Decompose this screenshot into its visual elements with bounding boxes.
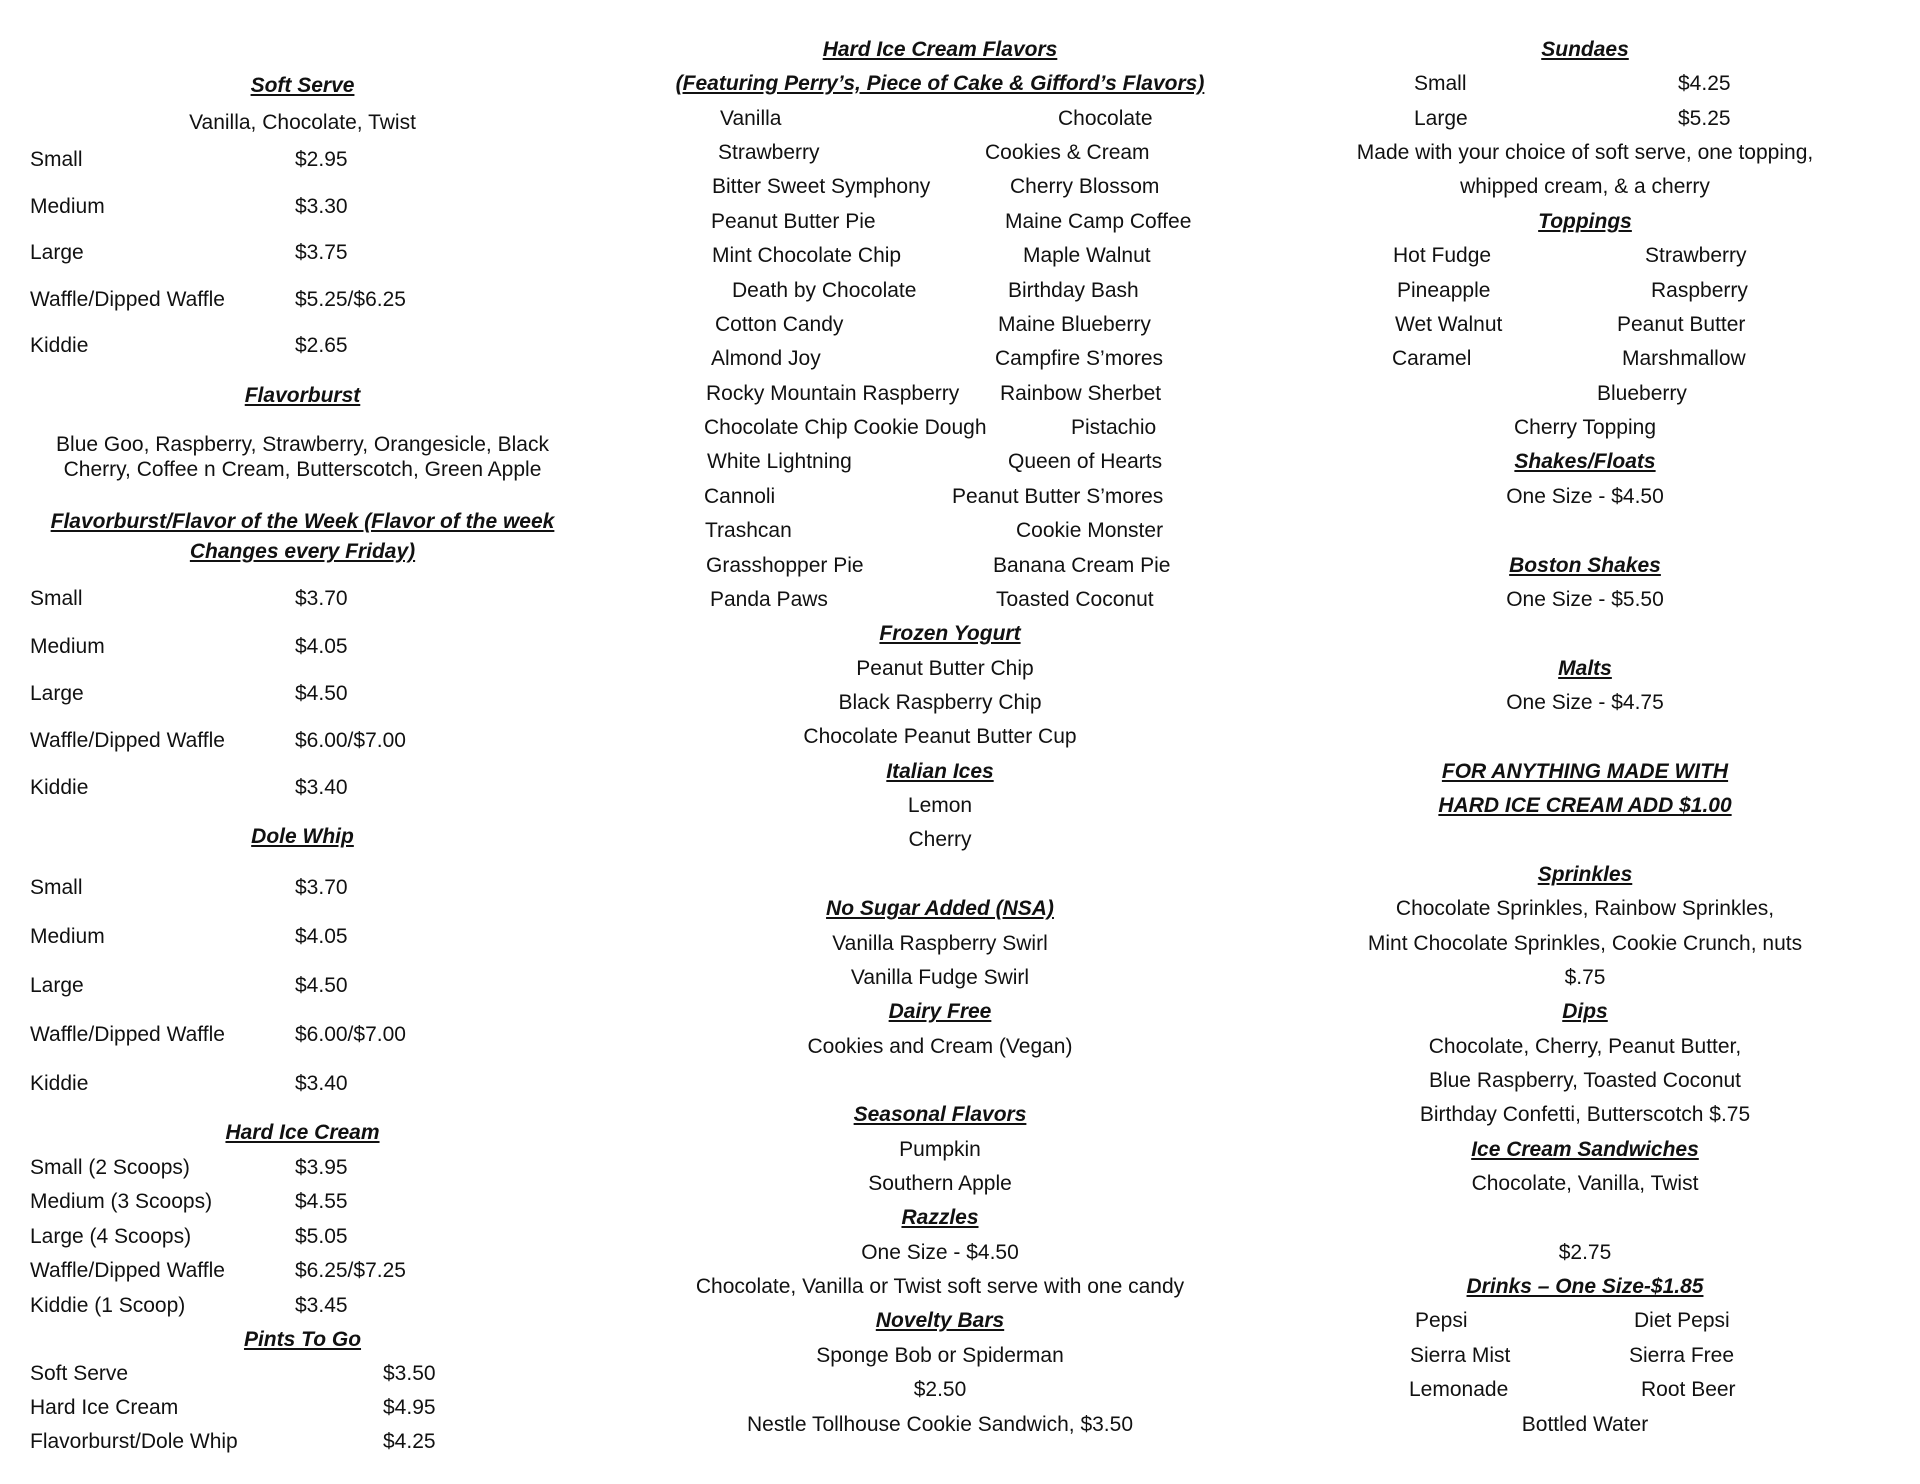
menu-item (30, 1357, 575, 1391)
flavor-name: Toasted Coconut (996, 588, 1154, 611)
sandwiches-heading: Ice Cream Sandwiches (1471, 1138, 1699, 1161)
italian-ice-flavor: Cherry (908, 828, 972, 851)
menu-item (1300, 102, 1870, 136)
novelty-price: $2.50 (913, 1378, 967, 1401)
menu-item (30, 1289, 575, 1323)
item-price: $4.95 (383, 1396, 436, 1419)
flavor-name: Mint Chocolate Chip (712, 244, 902, 267)
flavor-row (640, 377, 1240, 411)
hard-flavors-subheading: (Featuring Perry’s, Piece of Cake & Gifford’s Flavors) (675, 72, 1205, 95)
flavor-row (640, 308, 1240, 342)
item-name: Small (30, 587, 83, 610)
item-name: Kiddie (30, 1072, 89, 1095)
topping-row (1300, 239, 1870, 273)
hard-ice-cream-heading: Hard Ice Cream (225, 1121, 380, 1144)
topping-row (1300, 308, 1870, 342)
menu-item (30, 190, 575, 224)
sprinkles-line: Chocolate Sprinkles, Rainbow Sprinkles, (1395, 897, 1775, 920)
flavor-name: Maine Camp Coffee (1005, 210, 1192, 233)
topping-name: Blueberry (1597, 382, 1687, 405)
flavor-name: Cherry Blossom (1010, 175, 1160, 198)
item-price: $6.00/$7.00 (295, 1023, 406, 1046)
sundaes-heading: Sundaes (1541, 38, 1629, 61)
italian-ices-heading: Italian Ices (886, 760, 994, 783)
item-price: $2.65 (295, 334, 348, 357)
flavor-name: Almond Joy (711, 347, 821, 370)
flavor-name: Maple Walnut (1023, 244, 1151, 267)
sundae-description: whipped cream, & a cherry (1460, 175, 1710, 198)
dairy-free-flavor: Cookies and Cream (Vegan) (807, 1035, 1073, 1058)
dips-line: Birthday Confetti, Butterscotch $.75 (1419, 1103, 1751, 1126)
menu-item (30, 724, 575, 758)
sprinkles-price: $.75 (1564, 966, 1606, 989)
item-price: $3.70 (295, 876, 348, 899)
flavorburst-flavors: Blue Goo, Raspberry, Strawberry, Orangesicle, Black Cherry, Coffee n Cream, Butterscotch, Green Apple (56, 433, 549, 481)
toppings-heading: Toppings (1538, 210, 1632, 233)
flavor-row (640, 445, 1240, 479)
topping-row (1300, 342, 1870, 376)
topping-name: Pineapple (1397, 279, 1491, 302)
item-name: Large (30, 682, 84, 705)
menu-item (30, 630, 575, 664)
soft-serve-flavors: Vanilla, Chocolate, Twist (189, 111, 416, 134)
item-price: $6.00/$7.00 (295, 729, 406, 752)
flavor-name: White Lightning (707, 450, 852, 473)
flavor-name: Death by Chocolate (732, 279, 917, 302)
flavor-row (640, 274, 1240, 308)
malts-heading: Malts (1558, 657, 1612, 680)
drink-name: Sierra Mist (1410, 1344, 1511, 1367)
flavor-row (640, 583, 1240, 617)
topping-name: Cherry Topping (1513, 416, 1657, 439)
frozen-yogurt-heading: Frozen Yogurt (879, 622, 1021, 645)
drink-row (1300, 1373, 1870, 1407)
item-name: Kiddie (30, 334, 89, 357)
menu-item (30, 236, 575, 270)
flavor-name: Chocolate Chip Cookie Dough (704, 416, 987, 439)
topping-name: Marshmallow (1622, 347, 1746, 370)
item-price: $4.55 (295, 1190, 348, 1213)
flavor-name: Cookie Monster (1016, 519, 1164, 542)
flavor-row (640, 239, 1240, 273)
item-name: Soft Serve (30, 1362, 129, 1385)
novelty-item: Sponge Bob or Spiderman (816, 1344, 1064, 1367)
item-name: Kiddie (30, 776, 89, 799)
drink-name: Pepsi (1415, 1309, 1468, 1332)
item-price: $3.95 (295, 1156, 348, 1179)
pints-heading: Pints To Go (243, 1328, 362, 1351)
menu-item (1300, 67, 1870, 101)
flavor-row (640, 342, 1240, 376)
flavor-name: Maine Blueberry (998, 313, 1151, 336)
seasonal-flavor: Pumpkin (899, 1138, 981, 1161)
razzles-heading: Razzles (901, 1206, 979, 1229)
menu-item (30, 969, 575, 1003)
frozen-yogurt-flavor: Chocolate Peanut Butter Cup (803, 725, 1077, 748)
item-name: Small (30, 148, 83, 171)
topping-name: Raspberry (1651, 279, 1748, 302)
flavor-name: Peanut Butter S’mores (952, 485, 1164, 508)
item-name: Large (4 Scoops) (30, 1225, 192, 1248)
flavor-name: Chocolate (1058, 107, 1153, 130)
menu-item (30, 1185, 575, 1219)
menu-item (30, 329, 575, 363)
item-name: Large (1414, 107, 1468, 130)
dips-heading: Dips (1562, 1000, 1608, 1023)
italian-ice-flavor: Lemon (907, 794, 973, 817)
flavor-row (640, 102, 1240, 136)
menu-item (30, 283, 575, 317)
item-name: Hard Ice Cream (30, 1396, 179, 1419)
item-price: $3.30 (295, 195, 348, 218)
sundae-description: Made with your choice of soft serve, one topping, (1356, 141, 1814, 164)
flavor-name: Strawberry (718, 141, 820, 164)
topping-row (1300, 274, 1870, 308)
item-name: Medium (30, 925, 105, 948)
menu-item (30, 1254, 575, 1288)
drinks-heading: Drinks – One Size-$1.85 (1466, 1275, 1704, 1298)
topping-name: Peanut Butter (1617, 313, 1746, 336)
flavor-name: Grasshopper Pie (706, 554, 864, 577)
menu-item (30, 677, 575, 711)
item-price: $4.50 (295, 682, 348, 705)
topping-name: Wet Walnut (1395, 313, 1503, 336)
flavor-name: Pistachio (1071, 416, 1157, 439)
flavor-week-heading-line2: Changes every Friday) (189, 540, 416, 563)
flavor-name: Banana Cream Pie (993, 554, 1171, 577)
sprinkles-heading: Sprinkles (1537, 863, 1633, 886)
menu-item (30, 1391, 575, 1425)
item-name: Medium (3 Scoops) (30, 1190, 213, 1213)
flavor-name: Peanut Butter Pie (711, 210, 876, 233)
topping-name: Caramel (1392, 347, 1472, 370)
flavor-week-heading-line1: Flavorburst/Flavor of the Week (Flavor of the week (50, 510, 555, 533)
menu-item (30, 582, 575, 616)
item-name: Waffle/Dipped Waffle (30, 1023, 225, 1046)
menu-item (30, 1067, 575, 1101)
dole-whip-heading: Dole Whip (251, 825, 354, 848)
item-price: $3.40 (295, 1072, 348, 1095)
soft-serve-heading: Soft Serve (250, 74, 355, 97)
item-price: $4.25 (1678, 72, 1731, 95)
dips-line: Chocolate, Cherry, Peanut Butter, (1428, 1035, 1742, 1058)
menu-item (30, 1018, 575, 1052)
flavor-row (640, 205, 1240, 239)
drink-name: Root Beer (1641, 1378, 1736, 1401)
flavor-name: Campfire S’mores (995, 347, 1164, 370)
item-name: Waffle/Dipped Waffle (30, 1259, 225, 1282)
novelty-heading: Novelty Bars (875, 1309, 1005, 1332)
item-name: Kiddie (1 Scoop) (30, 1294, 186, 1317)
razzles-price: One Size - $4.50 (861, 1241, 1019, 1264)
item-price: $4.50 (295, 974, 348, 997)
item-price: $5.05 (295, 1225, 348, 1248)
item-name: Small (2 Scoops) (30, 1156, 190, 1179)
item-price: $3.45 (295, 1294, 348, 1317)
menu-item (30, 771, 575, 805)
item-price: $4.05 (295, 635, 348, 658)
flavor-name: Panda Paws (710, 588, 828, 611)
drink-name: Diet Pepsi (1634, 1309, 1730, 1332)
nsa-flavor: Vanilla Fudge Swirl (850, 966, 1030, 989)
item-name: Small (1414, 72, 1467, 95)
item-price: $4.25 (383, 1430, 436, 1453)
seasonal-heading: Seasonal Flavors (853, 1103, 1027, 1126)
item-name: Large (30, 241, 84, 264)
hard-ice-cream-notice: HARD ICE CREAM ADD $1.00 (1438, 794, 1732, 817)
sprinkles-line: Mint Chocolate Sprinkles, Cookie Crunch, nuts (1367, 932, 1803, 955)
item-name: Flavorburst/Dole Whip (30, 1430, 238, 1453)
nsa-heading: No Sugar Added (NSA) (826, 897, 1054, 920)
item-name: Small (30, 876, 83, 899)
flavor-name: Cookies & Cream (985, 141, 1150, 164)
item-name: Medium (30, 635, 105, 658)
item-name: Waffle/Dipped Waffle (30, 729, 225, 752)
item-price: $3.75 (295, 241, 348, 264)
drink-name: Lemonade (1409, 1378, 1509, 1401)
flavorburst-heading: Flavorburst (244, 384, 361, 407)
shakes-price: One Size - $4.50 (1506, 485, 1664, 508)
drink-name: Bottled Water (1521, 1413, 1649, 1436)
flavor-name: Queen of Hearts (1008, 450, 1163, 473)
item-price: $3.50 (383, 1362, 436, 1385)
item-price: $4.05 (295, 925, 348, 948)
menu-item (30, 1151, 575, 1185)
nsa-flavor: Vanilla Raspberry Swirl (832, 932, 1048, 955)
item-name: Waffle/Dipped Waffle (30, 288, 225, 311)
novelty-item: Nestle Tollhouse Cookie Sandwich, $3.50 (746, 1413, 1134, 1436)
topping-name: Strawberry (1645, 244, 1747, 267)
item-price: $2.95 (295, 148, 348, 171)
drink-row (1300, 1339, 1870, 1373)
topping-row (1300, 377, 1870, 411)
boston-shakes-price: One Size - $5.50 (1506, 588, 1664, 611)
shakes-heading: Shakes/Floats (1514, 450, 1656, 473)
item-price: $6.25/$7.25 (295, 1259, 406, 1282)
topping-name: Hot Fudge (1393, 244, 1492, 267)
drink-name: Sierra Free (1629, 1344, 1735, 1367)
flavor-row (640, 136, 1240, 170)
menu-item (30, 871, 575, 905)
menu-item (30, 920, 575, 954)
flavor-name: Vanilla (720, 107, 782, 130)
flavor-name: Cannoli (704, 485, 776, 508)
item-name: Medium (30, 195, 105, 218)
sandwiches-price: $2.75 (1558, 1241, 1612, 1264)
menu-item (30, 1220, 575, 1254)
drink-row (1300, 1304, 1870, 1338)
item-name: Large (30, 974, 84, 997)
flavor-name: Birthday Bash (1008, 279, 1139, 302)
flavor-row (640, 480, 1240, 514)
dips-line: Blue Raspberry, Toasted Coconut (1428, 1069, 1742, 1092)
menu-item (30, 1425, 575, 1459)
malts-price: One Size - $4.75 (1506, 691, 1664, 714)
frozen-yogurt-flavor: Black Raspberry Chip (838, 691, 1042, 714)
flavor-row (640, 170, 1240, 204)
flavor-name: Trashcan (705, 519, 792, 542)
flavor-row (640, 514, 1240, 548)
dairy-free-heading: Dairy Free (888, 1000, 992, 1023)
flavor-name: Rocky Mountain Raspberry (706, 382, 960, 405)
hard-ice-cream-notice: FOR ANYTHING MADE WITH (1441, 760, 1729, 783)
razzles-description: Chocolate, Vanilla or Twist soft serve with one candy (695, 1275, 1185, 1298)
sandwiches-flavors: Chocolate, Vanilla, Twist (1471, 1172, 1699, 1195)
flavor-row (640, 549, 1240, 583)
hard-flavors-heading: Hard Ice Cream Flavors (822, 38, 1058, 61)
seasonal-flavor: Southern Apple (868, 1172, 1012, 1195)
frozen-yogurt-flavor: Peanut Butter Chip (856, 657, 1034, 680)
item-price: $3.40 (295, 776, 348, 799)
flavor-name: Bitter Sweet Symphony (712, 175, 931, 198)
item-price: $5.25 (1678, 107, 1731, 130)
flavor-name: Cotton Candy (715, 313, 844, 336)
flavor-row (640, 411, 1240, 445)
item-price: $3.70 (295, 587, 348, 610)
boston-shakes-heading: Boston Shakes (1509, 554, 1661, 577)
flavor-name: Rainbow Sherbet (1000, 382, 1162, 405)
menu-item (30, 143, 575, 177)
item-price: $5.25/$6.25 (295, 288, 406, 311)
